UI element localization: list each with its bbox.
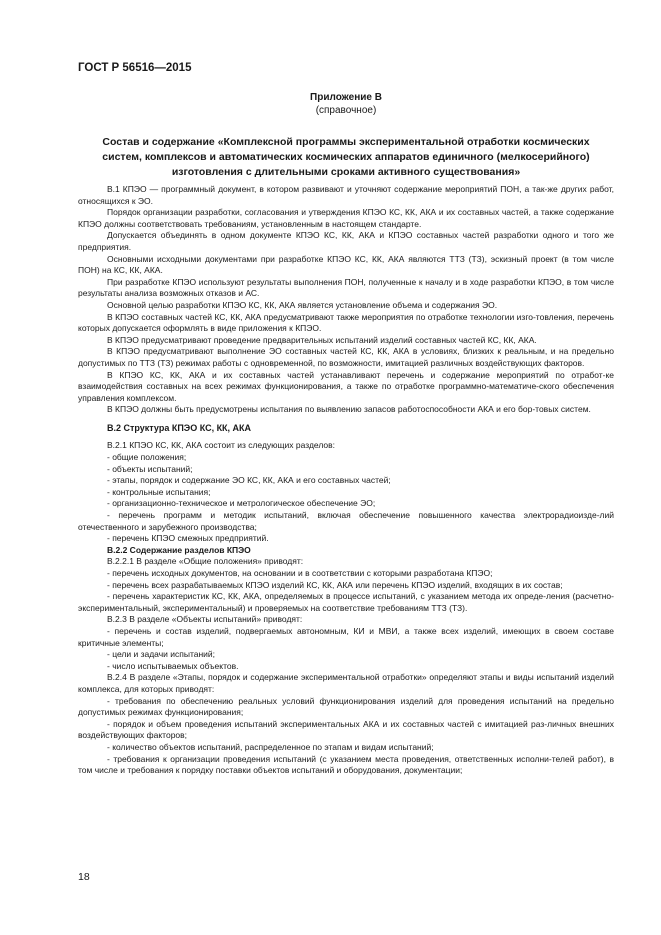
list-item: - цели и задачи испытаний; xyxy=(107,649,216,660)
title-line-1: Состав и содержание «Комплексной программы экспериментальной отработки космических xyxy=(102,136,590,148)
list-item: - число испытываемых объектов. xyxy=(107,660,239,671)
list-item: - этапы, порядок и содержание ЭО КС, КК, АКА и его составных частей; xyxy=(107,475,391,486)
list-item: - требования по обеспечению реальных условий функционирования изделий для проведения испытаний на предельно допустимых режимах функционирования; xyxy=(78,695,614,718)
list-item: - перечень всех разрабатываемых КПЭО изделий КС, КК, АКА или перечень КПЭО изделий, входящих в их состав; xyxy=(107,579,563,590)
appendix-label xyxy=(78,91,614,117)
title-line-2: систем, комплексов и автоматических космических аппаратов единичного (мелкосерийного) xyxy=(102,151,590,163)
list-item: В.2.1 КПЭО КС, КК, АКА состоит из следующих разделов: xyxy=(107,440,336,451)
paragraph: В КПЭО предусматривают выполнение ЭО составных частей КС, КК, АКА в условиях, близких к реальным, и на предельно допустимых по ТТЗ (ТЗ) режимах работы с одновременной, по возможности, имитацией различных воздействующих факторов. xyxy=(78,346,614,368)
appendix-title: Приложение В xyxy=(310,92,382,103)
paragraph: При разработке КПЭО используют результаты выполнения ПОН, полученные к началу и в ходе разработки КПЭО, в том числе результаты анализа возможных отказов и АС. xyxy=(78,276,614,299)
paragraph-b1: В.1 КПЭО — программный документ, в котором развивают и уточняют содержание мероприятий ПОН, а так-же других работ, относящихся к ЭО. xyxy=(78,184,614,206)
list-item: - перечень исходных документов, на основании и в соответствии с которыми разработана КПЭО; xyxy=(107,568,493,578)
list-item: В.2.3 В разделе «Объекты испытаний» приводят: xyxy=(107,614,303,625)
list-item: В.2.4 В разделе «Этапы, порядок и содержание экспериментальной отработки» определяют этапы и виды испытаний изделий комплекса, для которых приводят: xyxy=(78,672,614,694)
appendix-subtitle: (справочное) xyxy=(315,105,377,116)
list-item: - перечень характеристик КС, КК, АКА, определяемых в процессе испытаний, с указанием метода их опреде-ления (расчетно-экспериментальный, экспериментальный) и проверяемых на соответствие требованиям ТТЗ (ТЗ). xyxy=(78,591,614,613)
page-number: 18 xyxy=(78,871,90,883)
list-item: В.2.2.1 В разделе «Общие положения» приводят: xyxy=(107,556,304,567)
list-item: - порядок и объем проведения испытаний экспериментальных АКА и их составных частей с имитацией раз-личных внешних воздействующих факторов; xyxy=(78,718,614,741)
standard-header: ГОСТ Р 56516—2015 xyxy=(78,62,192,74)
paragraph: В КПЭО должны быть предусмотрены испытания по выявлению запасов работоспособности АКА и его бор-товых систем. xyxy=(107,404,591,415)
list-item: - требования к организации проведения испытаний (с указанием места проведения, ответственных исполни-телей работ), в том числе и требования к порядку поставки объектов испытаний и оборудования, документации; xyxy=(78,753,614,776)
list-item: - общие положения; xyxy=(107,452,187,463)
list-item: - перечень программ и методик испытаний, включая обеспечение повышенного качества электрорадиоизде-лий отечественного и зарубежного производства; xyxy=(78,510,614,532)
list-item: - объекты испытаний; xyxy=(107,463,193,474)
paragraph: В КПЭО составных частей КС, КК, АКА предусматривают также мероприятия по отработке технологии изго-товления, перечень которых допускается оформлять в виде приложения к КПЭО. xyxy=(78,311,614,334)
list-item: - организационно-техническое и метрологическое обеспечение ЭО; xyxy=(107,498,376,509)
paragraph: В КПЭО КС, КК, АКА и их составных частей устанавливают перечень и содержание мероприятий по отработ-ке взаимодействия составных на всех режимах функционирования, а также по отработке программно-математиче-ского обеспечения управления комплексом. xyxy=(78,369,614,403)
paragraph: В КПЭО предусматривают проведение предварительных испытаний изделий составных частей КС, КК, АКА. xyxy=(107,334,537,345)
title-line-3: изготовления с длительными сроками активного существования» xyxy=(171,166,521,178)
list-item: - контрольные испытания; xyxy=(107,486,211,497)
paragraph: Порядок организации разработки, согласования и утверждения КПЭО КС, КК, АКА и их составных частей, а также содержание КПЭО должны соответствовать требованиям, установленным в настоящем стандарте. xyxy=(78,207,614,229)
list-item: - перечень и состав изделий, подвергаемых автономным, КИ и МВИ, а также всех изделий, имеющих в своем составе критичные элементы; xyxy=(78,625,614,648)
section-heading-b2: В.2 Структура КПЭО КС, КК, АКА xyxy=(107,422,252,433)
document-title xyxy=(78,135,614,180)
list-item: - перечень КПЭО смежных предприятий. xyxy=(107,533,269,544)
subsection-heading-b22: В.2.2 Содержание разделов КПЭО xyxy=(107,544,251,555)
paragraph: Основной целью разработки КПЭО КС, КК, АКА является установление объема и содержания ЭО. xyxy=(107,299,498,310)
list-item: - количество объектов испытаний, распределенное по этапам и видам испытаний; xyxy=(107,741,434,752)
paragraph: Основными исходными документами при разработке КПЭО КС, КК, АКА являются ТТЗ (ТЗ), эскизный проект (в том числе ПОН) на КС, КК, АКА. xyxy=(78,253,614,276)
document-body xyxy=(78,184,614,777)
paragraph: Допускается объединять в одном документе КПЭО КС, КК, АКА и КПЭО составных частей разработки одного и того же предприятия. xyxy=(78,230,614,252)
